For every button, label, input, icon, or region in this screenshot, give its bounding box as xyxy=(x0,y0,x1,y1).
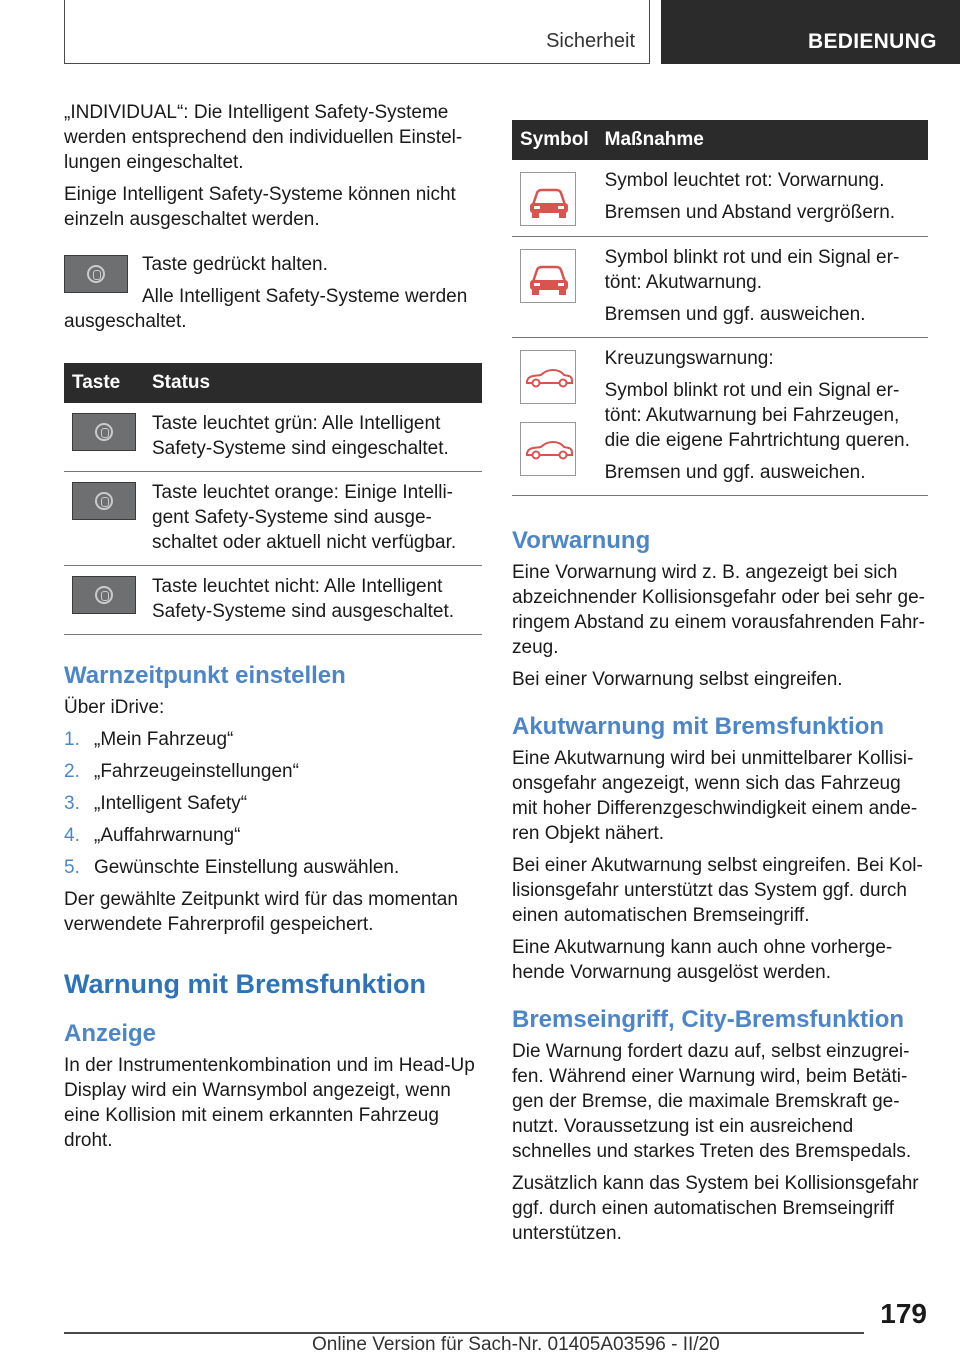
table-row xyxy=(512,237,928,338)
table-row xyxy=(512,160,928,237)
button-off-icon xyxy=(72,576,136,614)
table-header-massnahme: Maßnahme xyxy=(597,120,928,160)
list-item: 2. „Fahrzeugeinstellungen“ xyxy=(64,761,299,782)
list-item: 5. Gewünschte Einstellung auswählen. xyxy=(64,857,400,878)
table-header-symbol: Symbol xyxy=(512,120,597,160)
brems-paragraph-2: Zusätzlich kann das System bei Kollisionsgefahr ggf. durch einen automatischen Bremseingriff unterstützen. xyxy=(512,1173,919,1244)
button-orange-icon xyxy=(72,482,136,520)
table-cell-text: Symbol leuchtet rot: Vorwarnung. xyxy=(604,170,885,191)
brems-paragraph-1: Die Warnung fordert dazu auf, selbst einzugrei-fen. Während einer Warnung wird, beim Betäti-gen der Bremse, die maximale Bremskraft ge-nutzt. Voraussetzung ist ein ausreichend schnelles und starkes Treten des Bremspedals. xyxy=(512,1041,912,1162)
warnzeit-outro: Der gewählte Zeitpunkt wird für das momentan verwendete Fahrerprofil gespeichert. xyxy=(64,889,458,935)
table-cell-text: Symbol blinkt rot und ein Signal er-tönt: Akutwarnung bei Fahrzeugen, die die eigene Fahrtrichtung queren. xyxy=(604,380,910,451)
heading-akutwarnung: Akutwarnung mit Bremsfunktion xyxy=(512,713,885,740)
akut-paragraph-1: Eine Akutwarnung wird bei unmittelbarer Kollisi-onsgefahr angezeigt, wenn sich das Fahrzeug mit hoher Differenzgeschwindigkeit einem ande-ren Objekt nähert. xyxy=(512,748,918,844)
car-side-crossing-icon xyxy=(520,350,576,404)
list-item: 4. „Auffahrwarnung“ xyxy=(64,825,241,846)
table-cell-text: Kreuzungswarnung: xyxy=(604,348,774,369)
heading-warnzeitpunkt: Warnzeitpunkt einstellen xyxy=(64,662,346,689)
car-side-crossing-icon xyxy=(520,422,576,476)
table-header-row xyxy=(512,120,928,160)
heading-vorwarnung: Vorwarnung xyxy=(512,527,651,554)
table-row xyxy=(64,566,482,635)
heading-warnung-bremsfunktion: Warnung mit Bremsfunktion xyxy=(64,969,426,999)
car-front-warning-icon xyxy=(520,249,576,303)
anzeige-text: In der Instrumentenkombination und im Head-Up Display wird ein Warnsymbol angezeigt, wenn eine Kollision mit einem erkannten Fahrzeug droht. xyxy=(64,1055,475,1151)
list-item: 3. „Intelligent Safety“ xyxy=(64,793,248,814)
footer-online-version: Online Version für Sach-Nr. 01405A03596 - II/20 xyxy=(312,1334,720,1355)
button-instruction xyxy=(64,252,482,341)
symbol-action-table xyxy=(512,120,928,496)
intelligent-safety-button-icon xyxy=(64,255,128,293)
right-column xyxy=(512,100,928,1253)
intro-paragraph-1: „INDIVIDUAL“: Die Intelligent Safety-Systeme werden entsprechend den individuellen Einstel-lungen eingeschaltet. xyxy=(64,102,463,173)
table-row xyxy=(64,403,482,472)
vorwarnung-paragraph-2: Bei einer Vorwarnung selbst eingreifen. xyxy=(512,669,843,690)
vorwarnung-paragraph-1: Eine Vorwarnung wird z. B. angezeigt bei sich abzeichnender Kollisionsgefahr oder bei sehr ge-ringem Abstand zu einem vorausfahrenden Fahr-zeug. xyxy=(512,562,925,658)
table-cell-text: Bremsen und Abstand vergrößern. xyxy=(604,202,896,223)
car-front-warning-icon xyxy=(520,172,576,226)
table-cell-text: Bremsen und ggf. ausweichen. xyxy=(604,304,866,325)
header-chapter-tab: BEDIENUNG xyxy=(661,0,960,64)
table-cell-text: Bremsen und ggf. ausweichen. xyxy=(604,462,866,483)
table-cell-text: Symbol blinkt rot und ein Signal er-tönt: Akutwarnung. xyxy=(604,247,900,293)
button-instruction-line-2: Alle Intelligent Safety-Systeme werden ausgeschaltet. xyxy=(64,286,468,332)
left-column xyxy=(64,100,482,1160)
table-header-taste: Taste xyxy=(64,363,144,403)
table-header-row xyxy=(64,363,482,403)
header-section-box xyxy=(64,0,650,64)
table-row xyxy=(512,338,928,496)
button-status-table xyxy=(64,363,482,635)
warnzeit-intro: Über iDrive: xyxy=(64,697,165,718)
idrive-steps-list xyxy=(64,727,482,880)
button-instruction-line-1: Taste gedrückt halten. xyxy=(142,254,328,275)
table-cell-status: Taste leuchtet orange: Einige Intelli-gent Safety-Systeme sind ausge-schaltet oder aktuell nicht verfügbar. xyxy=(144,472,482,566)
header-section-title: Sicherheit xyxy=(546,30,635,52)
akut-paragraph-2: Bei einer Akutwarnung selbst eingreifen. Bei Kol-lisionsgefahr unterstützt das System ggf. durch einen automatischen Bremseingriff. xyxy=(512,855,923,926)
page-number: 179 xyxy=(880,1298,927,1329)
table-cell-status: Taste leuchtet nicht: Alle Intelligent Safety-Systeme sind ausgeschaltet. xyxy=(144,566,482,635)
intro-paragraph-2: Einige Intelligent Safety-Systeme können nicht einzeln ausgeschaltet werden. xyxy=(64,184,456,230)
akut-paragraph-3: Eine Akutwarnung kann auch ohne vorherge-hende Vorwarnung ausgelöst werden. xyxy=(512,937,893,983)
heading-anzeige: Anzeige xyxy=(64,1020,157,1047)
list-item: 1. „Mein Fahrzeug“ xyxy=(64,729,234,750)
table-cell-status: Taste leuchtet grün: Alle Intelligent Safety-Systeme sind eingeschaltet. xyxy=(144,403,482,472)
table-row xyxy=(64,472,482,566)
button-green-icon xyxy=(72,413,136,451)
table-header-status: Status xyxy=(144,363,482,403)
heading-bremseingriff: Bremseingriff, City-Bremsfunktion xyxy=(512,1006,905,1033)
